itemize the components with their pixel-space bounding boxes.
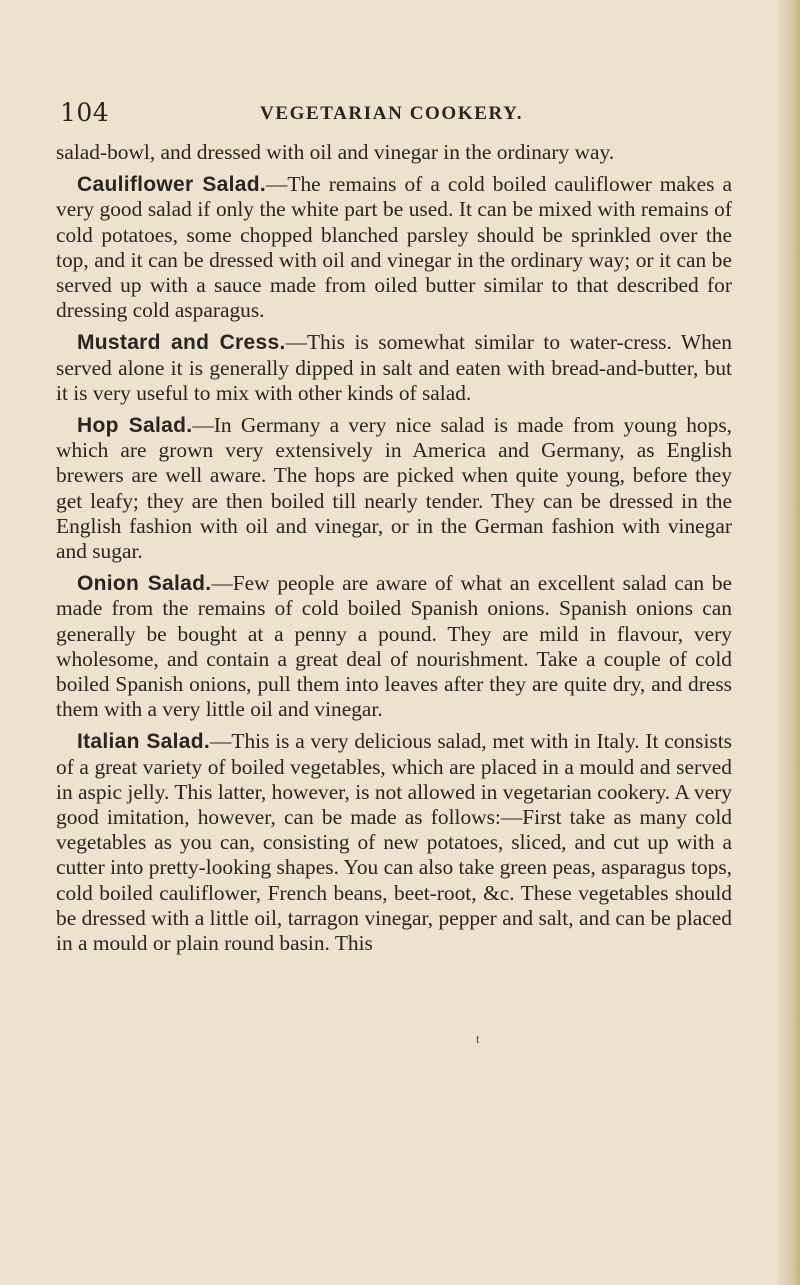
recipe-text: —This is somewhat similar to water-cress. When served alone it is generally dipped in salt and eaten with bread-and-butter, but it is very useful to mix with other kinds of salad. [56,330,732,405]
signature-mark: t [476,1031,480,1046]
running-title: VEGETARIAN COOKERY. [260,103,524,124]
recipe-hop-salad [56,413,732,564]
recipe-cauliflower-salad [56,172,732,323]
recipe-heading: Onion Salad. [77,572,212,596]
recipe-heading: Hop Salad. [77,414,193,438]
recipe-heading: Italian Salad. [77,730,211,754]
recipe-text: —This is a very delicious salad, met with in Italy. It consists of a great variety of boiled vegetables, which are placed in a mould and served in aspic jelly. This latter, however, is not allowed in vegetarian cookery. A very good imitation, however, can be made as follows:—First take as many cold vegetables as you can, consisting of new potatoes, sliced, and cut up with a cutter into pretty-looking shapes. You can also take green peas, asparagus tops, cold boiled cauliflower, French beans, beet-root, &c. These vegetables should be dressed with a little oil, tarragon vinegar, pepper and salt, and can be placed in a mould or plain round basin. This [56,729,732,956]
page-header [60,98,750,132]
recipe-text: —In Germany a very nice salad is made from young hops, which are grown very extensively in America and Germany, as English brewers are well aware. The hops are picked when quite young, before they get leafy; they are then boiled till nearly tender. They can be dressed in the English fashion with oil and vinegar, or in the German fashion with vinegar and sugar. [56,413,732,564]
recipe-heading: Cauliflower Salad. [77,173,266,197]
recipe-mustard-and-cress [56,330,732,406]
page-body [56,140,732,963]
recipe-text: —Few people are aware of what an excellent salad can be made from the remains of cold boiled Spanish onions. Spanish onions can generally be bought at a penny a pound. They are mild in flavour, very wholesome, and contain a great deal of nourishment. Take a couple of cold boiled Spanish onions, pull them into leaves after they are quite dry, and dress them with a very little oil and vinegar. [56,571,733,722]
continuation-paragraph: salad-bowl, and dressed with oil and vinegar in the ordinary way. [56,140,615,164]
page-edge [778,0,800,1285]
recipe-heading: Mustard and Cress. [77,331,286,355]
page-number: 104 [60,98,110,127]
recipe-text: —The remains of a cold boiled cauliflower makes a very good salad if only the white part be used. It can be mixed with remains of cold potatoes, some chopped blanched parsley should be sprinkled over the top, and it can be dressed with oil and vinegar in the ordinary way; or it can be served up with a sauce made from oiled butter similar to that described for dressing cold asparagus. [56,172,732,323]
recipe-onion-salad [56,571,732,722]
recipe-italian-salad [56,729,732,956]
